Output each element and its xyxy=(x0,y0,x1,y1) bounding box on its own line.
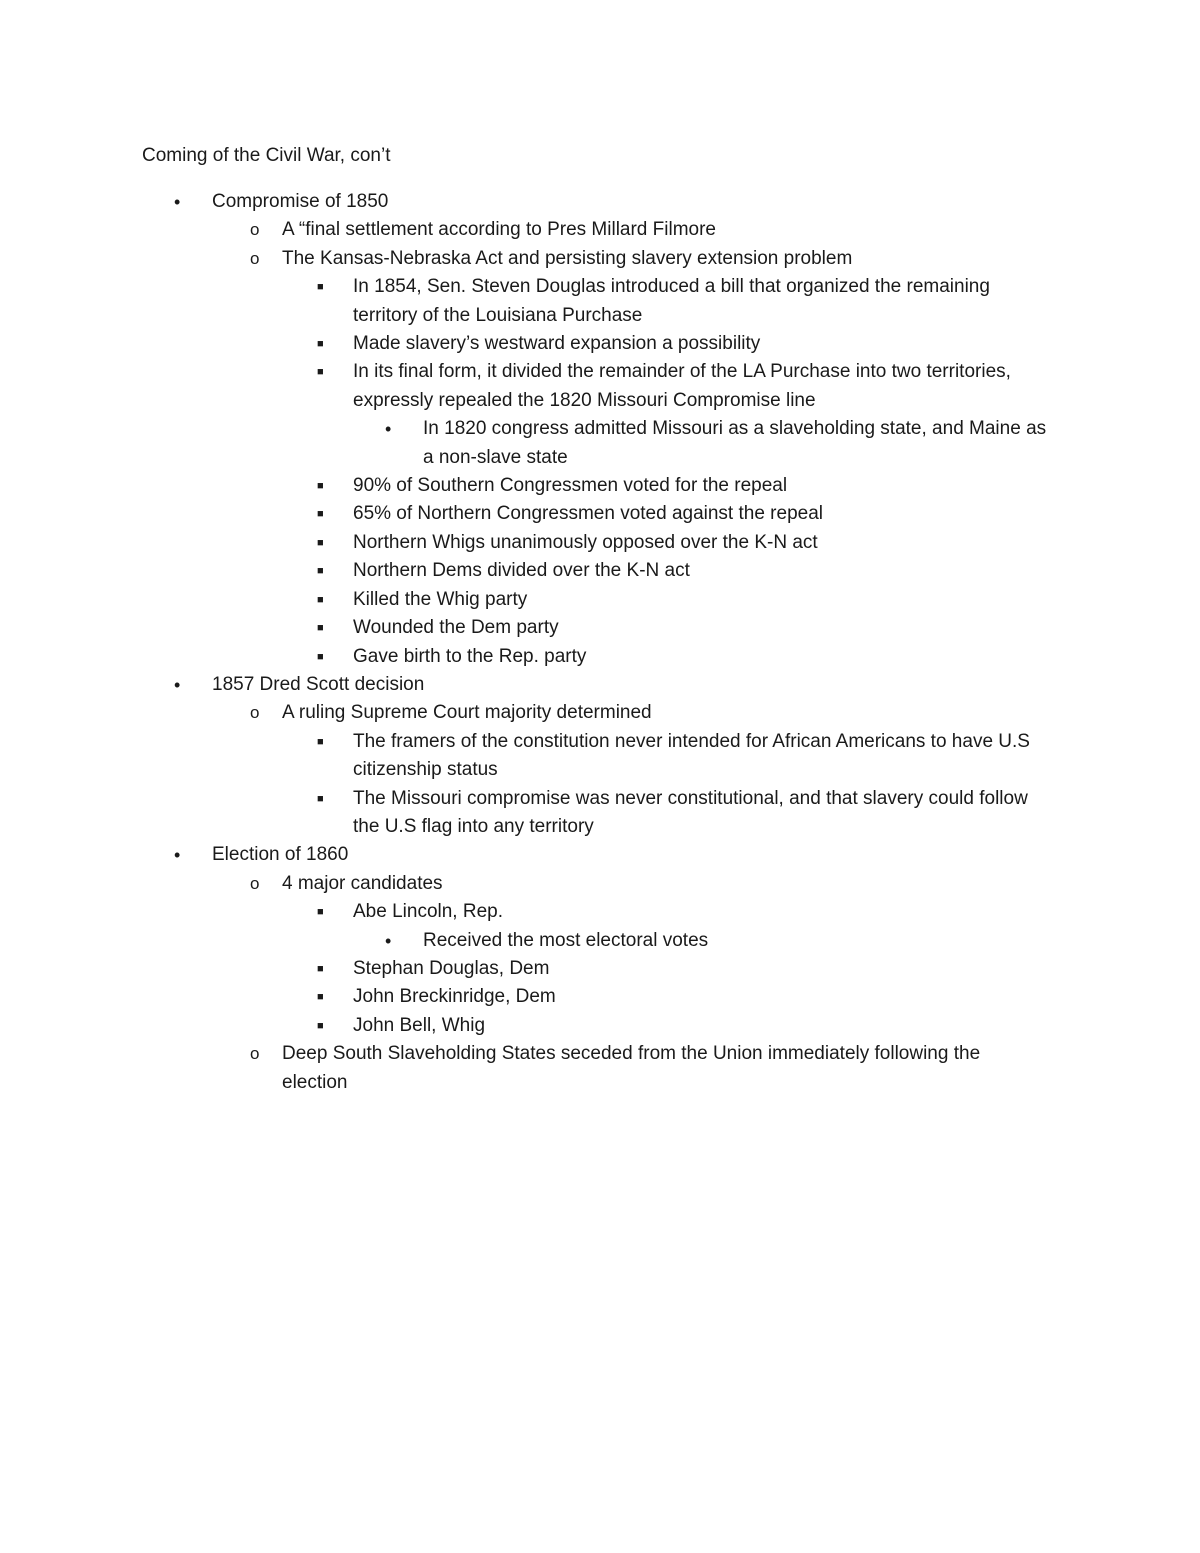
outline-item-level-1 xyxy=(0,841,1200,869)
outline-item-text: Northern Whigs unanimously opposed over the K-N act xyxy=(353,531,818,553)
bullet-square-icon xyxy=(317,586,337,614)
outline-item-text: The Kansas-Nebraska Act and persisting slavery extension problem xyxy=(282,247,853,269)
outline-item-text: In 1854, Sen. Steven Douglas introduced a bill that organized the remaining territory of the Louisiana Purchase xyxy=(353,276,990,326)
bullet-dot-icon xyxy=(174,841,194,869)
outline-item-level-3 xyxy=(0,983,1200,1011)
outline-item-text: Election of 1860 xyxy=(212,844,349,866)
outline-item-text: 4 major candidates xyxy=(282,872,443,894)
outline-item-level-2 xyxy=(0,1040,1200,1097)
bullet-square-icon xyxy=(317,529,337,557)
outline-item-text: A ruling Supreme Court majority determined xyxy=(282,702,652,724)
outline-item-level-3 xyxy=(0,557,1200,585)
outline-item-level-3 xyxy=(0,586,1200,614)
outline-item-text: The Missouri compromise was never constitutional, and that slavery could follow the U.S flag into any territory xyxy=(353,787,1028,837)
outline-item-level-2 xyxy=(0,245,1200,273)
outline-item-level-1 xyxy=(0,188,1200,216)
outline-item-level-3 xyxy=(0,643,1200,671)
outline-item-level-4 xyxy=(0,927,1200,955)
outline-item-text: Gave birth to the Rep. party xyxy=(353,645,587,667)
bullet-square-icon xyxy=(317,785,337,813)
bullet-square-icon xyxy=(317,472,337,500)
outline-item-text: In 1820 congress admitted Missouri as a slaveholding state, and Maine as a non-slave state xyxy=(423,418,1047,468)
outline-item-level-3 xyxy=(0,500,1200,528)
outline-item-level-4 xyxy=(0,415,1200,472)
outline-item-text: 1857 Dred Scott decision xyxy=(212,673,425,695)
outline-item-text: Received the most electoral votes xyxy=(423,929,709,951)
bullet-square-icon xyxy=(317,358,337,386)
outline-list xyxy=(0,188,1200,1097)
bullet-square-icon xyxy=(317,500,337,528)
bullet-dot-icon xyxy=(174,188,194,216)
document-title: Coming of the Civil War, con’t xyxy=(142,145,391,166)
outline-item-text: Abe Lincoln, Rep. xyxy=(353,901,503,923)
outline-item-level-3 xyxy=(0,273,1200,330)
outline-item-text: Northern Dems divided over the K-N act xyxy=(353,560,690,582)
outline-item-text: The framers of the constitution never intended for African Americans to have U.S citizenship status xyxy=(353,730,1030,781)
outline-item-level-3 xyxy=(0,1012,1200,1040)
bullet-dot-icon xyxy=(385,927,405,955)
outline-item-level-2 xyxy=(0,870,1200,898)
outline-item-level-3 xyxy=(0,728,1200,785)
outline-item-text: Deep South Slaveholding States seceded from the Union immediately following the election xyxy=(282,1043,981,1093)
bullet-circle-icon xyxy=(250,216,270,244)
outline-item-level-3 xyxy=(0,358,1200,415)
outline-item-level-1 xyxy=(0,671,1200,699)
bullet-circle-icon xyxy=(250,245,270,273)
outline-item-level-2 xyxy=(0,699,1200,727)
bullet-dot-icon xyxy=(174,671,194,699)
bullet-circle-icon xyxy=(250,870,270,898)
bullet-square-icon xyxy=(317,983,337,1011)
bullet-square-icon xyxy=(317,557,337,585)
outline-item-text: John Bell, Whig xyxy=(353,1014,486,1036)
outline-item-level-3 xyxy=(0,529,1200,557)
outline-item-level-3 xyxy=(0,955,1200,983)
outline-item-text: Compromise of 1850 xyxy=(212,191,389,212)
outline-item-text: Made slavery’s westward expansion a possibility xyxy=(353,333,761,355)
bullet-square-icon xyxy=(317,898,337,926)
bullet-square-icon xyxy=(317,1012,337,1040)
outline-item-text: Killed the Whig party xyxy=(353,588,528,610)
bullet-square-icon xyxy=(317,643,337,671)
outline-item-level-3 xyxy=(0,472,1200,500)
bullet-circle-icon xyxy=(250,699,270,727)
outline-item-text: In its final form, it divided the remainder of the LA Purchase into two territories, expressly repealed the 1820 Missouri Compromise line xyxy=(353,361,1011,411)
outline-item-text: John Breckinridge, Dem xyxy=(353,986,556,1008)
bullet-square-icon xyxy=(317,330,337,358)
bullet-square-icon xyxy=(317,614,337,642)
outline-item-text: 65% of Northern Congressmen voted against the repeal xyxy=(353,503,823,525)
outline-item-text: Stephan Douglas, Dem xyxy=(353,957,550,979)
outline-item-level-3 xyxy=(0,785,1200,842)
outline-item-text: Wounded the Dem party xyxy=(353,617,559,639)
bullet-square-icon xyxy=(317,273,337,301)
outline-item-level-3 xyxy=(0,330,1200,358)
bullet-circle-icon xyxy=(250,1040,270,1068)
outline-item-text: A “final settlement according to Pres Millard Filmore xyxy=(282,219,716,241)
outline-item-level-3 xyxy=(0,614,1200,642)
bullet-square-icon xyxy=(317,728,337,756)
outline-item-level-3 xyxy=(0,898,1200,926)
bullet-square-icon xyxy=(317,955,337,983)
bullet-dot-icon xyxy=(385,415,405,443)
outline-item-level-2 xyxy=(0,216,1200,244)
outline-item-text: 90% of Southern Congressmen voted for the repeal xyxy=(353,475,788,497)
